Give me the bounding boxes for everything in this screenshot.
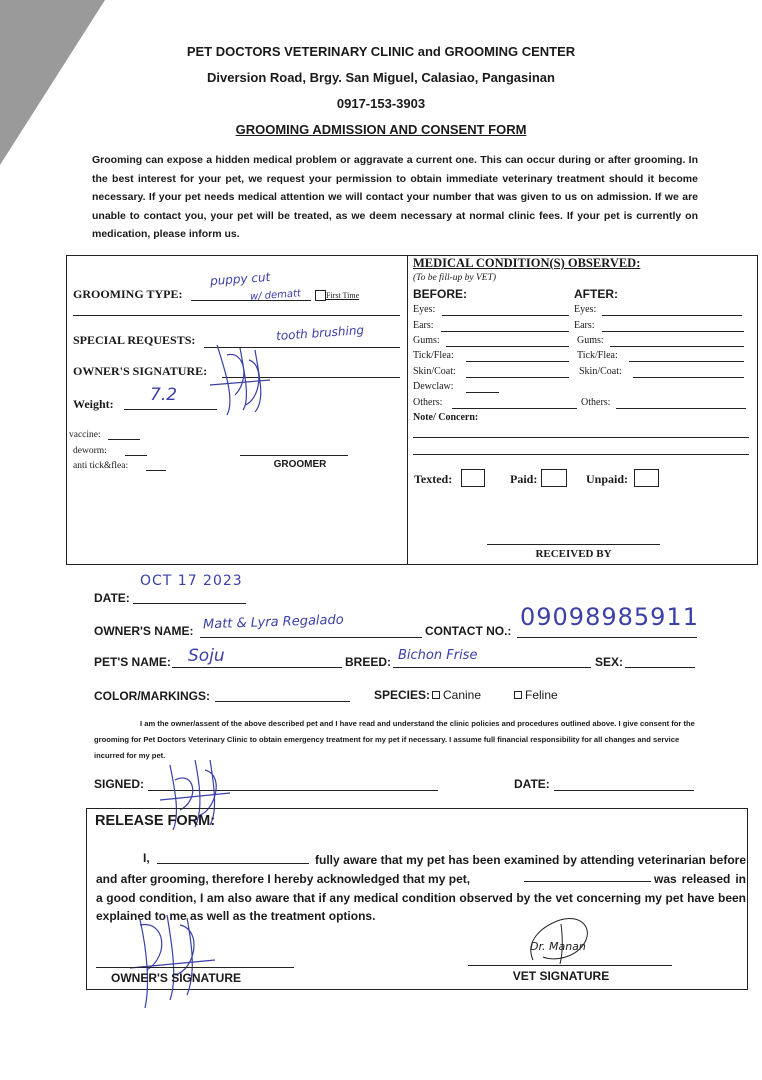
date-label: DATE: — [94, 591, 130, 605]
medical-title: MEDICAL CONDITION(S) OBSERVED: — [413, 256, 641, 270]
signed-label: SIGNED: — [94, 777, 145, 791]
after-tick-flea: Tick/Flea: — [577, 350, 618, 361]
after-label: AFTER: — [574, 287, 618, 301]
release-text-1: I, — [143, 851, 150, 865]
after-others: Others: — [581, 397, 611, 408]
texted-checkbox[interactable] — [461, 469, 485, 487]
contact-value: 09098985911 — [520, 603, 699, 631]
color-label: COLOR/MARKINGS: — [94, 689, 210, 703]
clinic-address: Diversion Road, Brgy. San Miguel, Calasiao, Pangasinan — [207, 70, 555, 85]
species-label: SPECIES: — [374, 688, 431, 702]
received-by-label: RECEIVED BY — [535, 548, 612, 560]
before-ears: Ears: — [413, 320, 434, 331]
vet-signature-value: Dr. Manan — [530, 940, 586, 953]
form-divider — [407, 255, 408, 564]
before-label: BEFORE: — [413, 287, 467, 301]
owner-signature-label: OWNER'S SIGNATURE: — [73, 364, 208, 378]
release-text-3: was released in a good condition, I am also aware that if any medical condition observed by the vet concerning my pet have been explained to me as well as the treatment options. — [96, 872, 746, 923]
after-eyes: Eyes: — [574, 304, 597, 315]
contact-label: CONTACT NO.: — [425, 624, 512, 638]
breed-value: Bichon Frise — [398, 648, 478, 663]
owner-signature-scribble — [205, 340, 275, 420]
special-requests-value: tooth brushing — [275, 322, 365, 344]
intro-paragraph: Grooming can expose a hidden medical problem or aggravate a current one. This can occur during or after grooming. In the best interest for your pet, we request your permission to obtain immediate veterinary treatment should it become necessary. If your pet needs medical attention we will contact your number that was given to us on admission. If we are unable to contact you, your pet will be treated, as we deem necessary at normal clinic fees. If your pet is currently on medication, please inform us. — [92, 154, 698, 240]
groomer-label: GROOMER — [273, 459, 327, 470]
first-time-label: First Time — [326, 291, 360, 300]
vet-signature-label: VET SIGNATURE — [512, 969, 610, 983]
clinic-name: PET DOCTORS VETERINARY CLINIC and GROOMING CENTER — [186, 44, 576, 59]
pet-name-value: Soju — [188, 646, 225, 666]
pet-name-label: PET'S NAME: — [94, 655, 171, 669]
form-title: GROOMING ADMISSION AND CONSENT FORM — [235, 122, 527, 137]
weight-label: Weight: — [73, 397, 114, 411]
release-title: RELEASE FORM: — [95, 813, 216, 829]
before-others: Others: — [413, 397, 443, 408]
release-text-2: fully aware that my pet has been examined by attending veterinarian before and after grooming, therefore I hereby acknowledged that my pet, — [96, 853, 746, 886]
canine-checkbox[interactable] — [432, 691, 440, 699]
canine-label: Canine — [443, 688, 482, 702]
after-skin-coat: Skin/Coat: — [579, 366, 622, 377]
consent-date-label: DATE: — [514, 777, 550, 791]
special-requests-label: SPECIAL REQUESTS: — [73, 333, 196, 347]
breed-label: BREED: — [345, 655, 392, 669]
note-label: Note/ Concern: — [413, 412, 479, 423]
consent-text: I am the owner/assent of the above described pet and I have read and understand the clinic policies and procedures outlined above. I give consent for the grooming for Pet Doctors Veterinary Clinic to obtain emergency treatment for my pet if necessary. I assume full financial responsibility for all changes and service incurred for my pet. — [94, 719, 695, 760]
grooming-type-label: GROOMING TYPE: — [73, 287, 183, 301]
grooming-type-value-2: w/ dematt — [249, 288, 302, 303]
sex-label: SEX: — [595, 655, 624, 669]
before-dewclaw: Dewclaw: — [413, 381, 454, 392]
medical-subtitle: (To be fill-up by VET) — [413, 273, 497, 283]
clinic-phone: 0917-153-3903 — [336, 96, 426, 111]
feline-label: Feline — [525, 688, 558, 702]
owner-name-label: OWNER'S NAME: — [94, 624, 194, 638]
release-owner-signature-scribble — [125, 910, 220, 1015]
owner-name-value: Matt & Lyra Regalado — [202, 612, 344, 633]
unpaid-checkbox[interactable] — [634, 469, 659, 487]
after-gums: Gums: — [577, 335, 604, 346]
feline-checkbox[interactable] — [514, 691, 522, 699]
after-ears: Ears: — [574, 320, 595, 331]
paid-checkbox[interactable] — [541, 469, 567, 487]
release-owner-signature-label: OWNER'S SIGNATURE — [111, 971, 241, 985]
anti-tick-label: anti tick&flea: — [73, 461, 129, 471]
texted-label: Texted: — [414, 472, 453, 486]
weight-value: 7.2 — [150, 385, 178, 405]
before-skin-coat: Skin/Coat: — [413, 366, 456, 377]
first-time-checkbox[interactable] — [315, 290, 326, 301]
deworm-label: deworm: — [73, 446, 107, 456]
vaccine-label: vaccine: — [69, 430, 101, 440]
unpaid-label: Unpaid: — [586, 472, 629, 486]
before-eyes: Eyes: — [413, 304, 436, 315]
before-tick-flea: Tick/Flea: — [413, 350, 454, 361]
grooming-type-value: puppy cut — [209, 269, 271, 289]
date-stamp: OCT 17 2023 — [140, 573, 243, 589]
before-gums: Gums: — [413, 335, 440, 346]
paid-label: Paid: — [510, 472, 538, 486]
